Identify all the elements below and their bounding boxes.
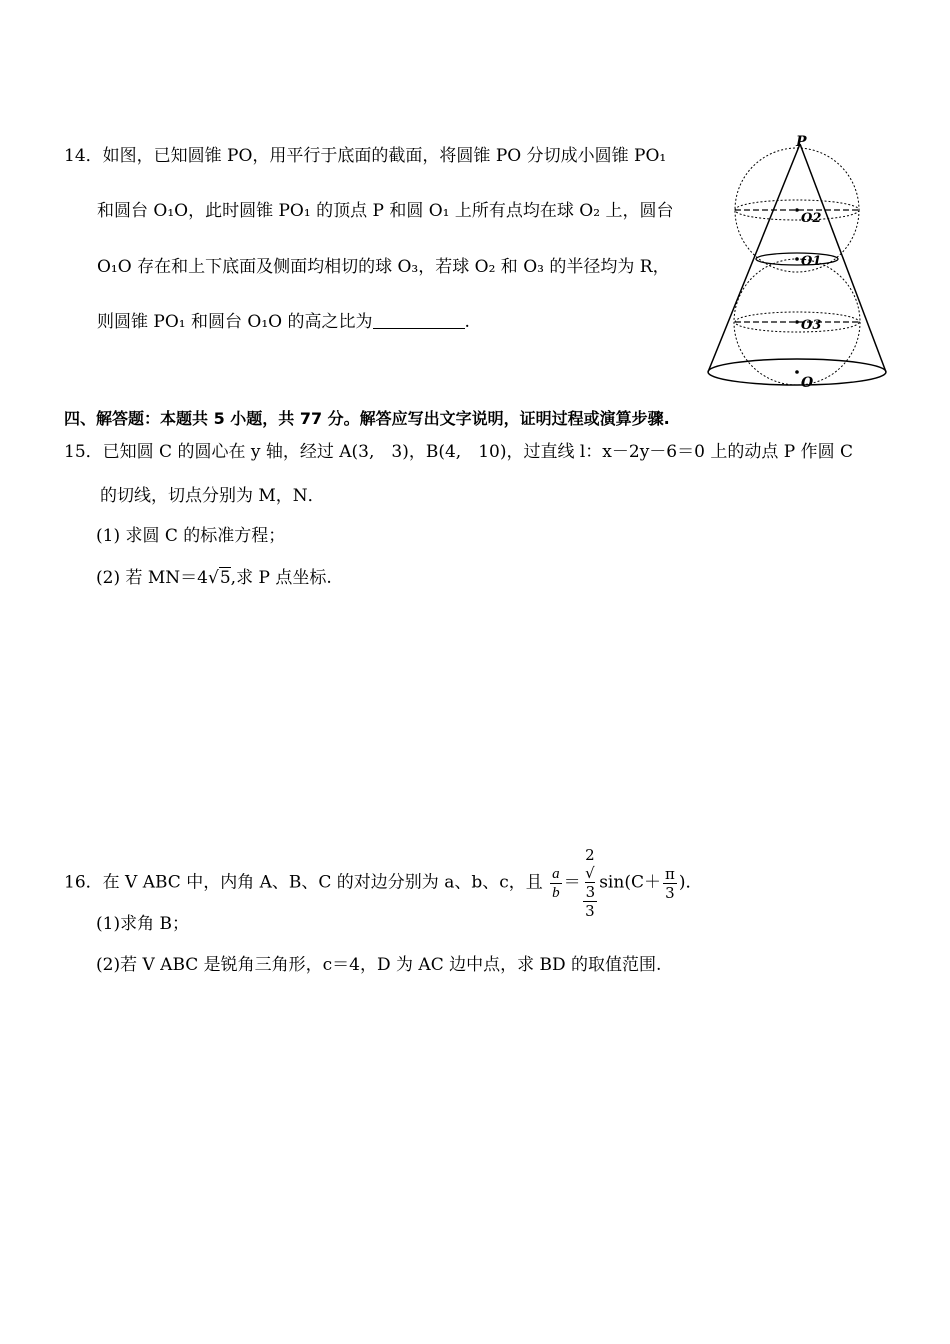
q16-part-1: (1)求角 B； — [96, 914, 189, 934]
q16-line-1: 16．在 V ABC 中，内角 A、B、C 的对边分别为 a、b、c，且 $\frac{a}{b}$ ＝ 2 √ 3 3 sin(C＋ $\frac{\pi}{3}$ )． — [64, 846, 703, 920]
q15-line-2: 的切线，切点分别为 M，N． — [100, 486, 325, 506]
q14-line-1: 14．如图，已知圆锥 PO，用平行于底面的截面，将圆锥 PO 分切成小圆锥 PO₁ — [64, 146, 667, 166]
label-o3: O3 — [801, 318, 822, 333]
section-4-heading: 四、解答题：本题共 5 小题，共 77 分。解答应写出文字说明，证明过程或演算步骤. — [64, 409, 670, 428]
point-o2 — [795, 208, 799, 212]
label-p: P — [796, 134, 807, 150]
point-o3 — [795, 320, 799, 324]
label-o1: O1 — [801, 254, 822, 269]
answer-blank — [373, 310, 465, 329]
q14-line-3: O₁O 存在和上下底面及侧面均相切的球 O₃，若球 O₂ 和 O₃ 的半径均为 R， — [97, 257, 670, 277]
label-o2: O2 — [801, 211, 822, 226]
q14-line-2: 和圆台 O₁O，此时圆锥 PO₁ 的顶点 P 和圆 O₁ 上所有点均在球 O₂ 上，圆台 — [97, 201, 674, 221]
q16-number: 16． — [64, 872, 103, 893]
cone-left-edge — [708, 144, 800, 372]
q15-number: 15． — [64, 442, 103, 462]
point-o1 — [795, 257, 799, 261]
point-o — [795, 370, 799, 374]
q16-part-2: (2)若 V ABC 是锐角三角形，c＝4，D 为 AC 边中点，求 BD 的取值范围. — [96, 955, 662, 975]
cone-sphere-figure — [700, 132, 900, 392]
q15-part-2: (2) 若 MN＝4√5,求 P 点坐标. — [96, 568, 332, 588]
q15-line-1: 15．已知圆 C 的圆心在 y 轴，经过 A(3, 3)，B(4, 10)，过直线 l：x－2y－6＝0 上的动点 P 作圆 C — [64, 442, 853, 462]
q14-number: 14． — [64, 146, 103, 166]
q14-line-4: 则圆锥 PO₁ 和圆台 O₁O 的高之比为 . — [97, 312, 470, 332]
fraction-coefficient: 2 √ 3 3 — [583, 846, 598, 920]
fraction-pi-over-3: $\frac{\pi}{3}$ — [664, 864, 675, 902]
q15-part-1: (1) 求圆 C 的标准方程； — [96, 526, 286, 546]
fraction-a-over-b: $\frac{a}{b}$ — [552, 865, 560, 901]
label-o: O — [801, 375, 814, 391]
